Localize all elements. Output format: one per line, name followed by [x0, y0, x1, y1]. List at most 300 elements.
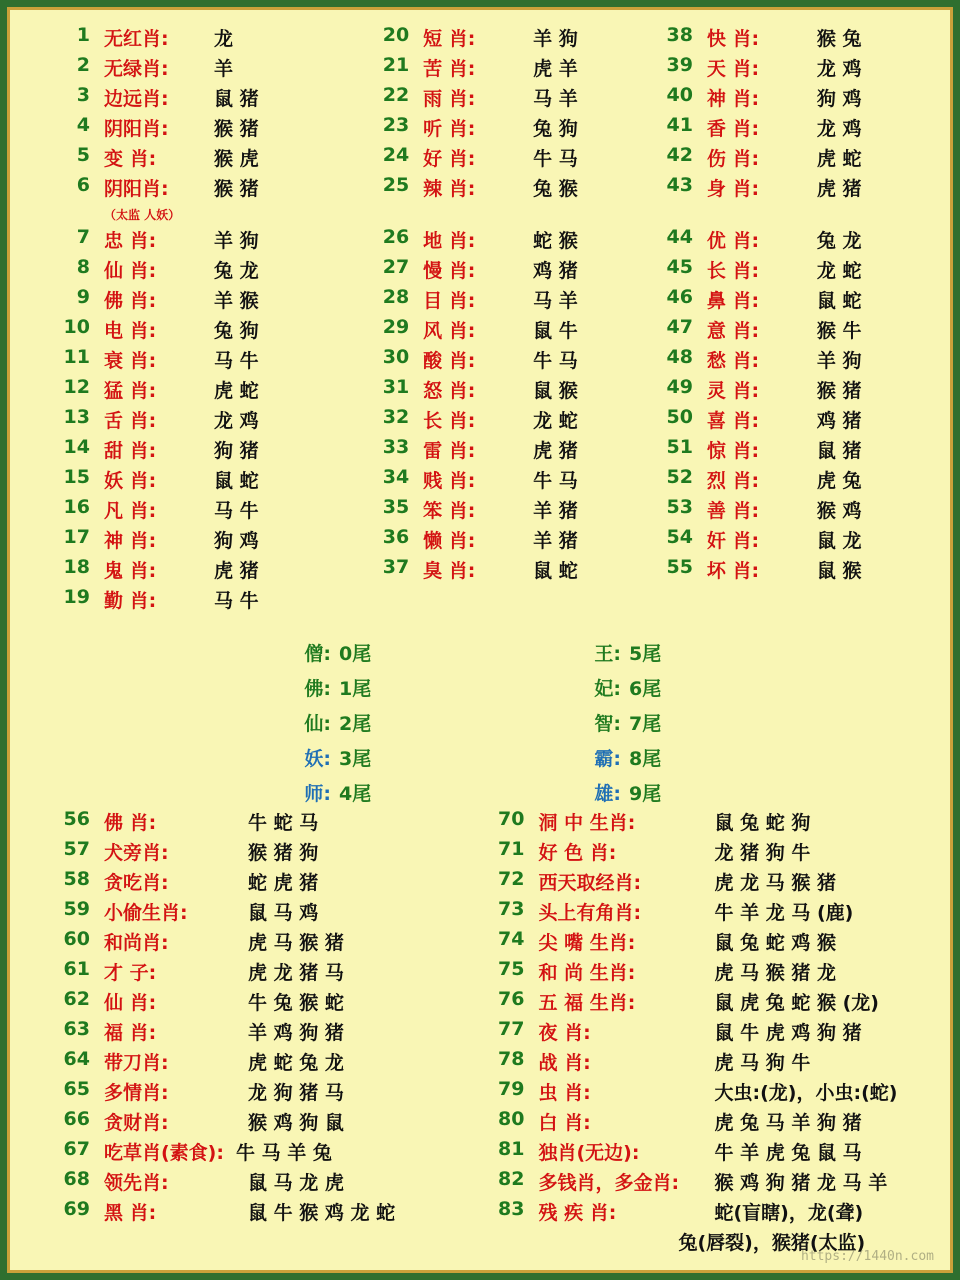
list-item	[647, 556, 950, 586]
item-label: 忠 肖:	[104, 230, 157, 252]
item-value: 虎 兔 马 羊 狗 猪	[714, 1112, 862, 1134]
item-number: 80	[498, 1108, 525, 1130]
continuation-spacer	[479, 1228, 679, 1258]
list-item	[647, 406, 950, 436]
list-item	[647, 286, 950, 316]
item-label: 福 肖:	[104, 1022, 157, 1044]
item-number: 3	[76, 84, 90, 106]
item-label: 洞 中 生肖:	[538, 812, 636, 834]
item-label: 笨 肖:	[423, 500, 476, 522]
item-number: 58	[63, 868, 90, 890]
list-item	[363, 406, 637, 436]
item-label: 多钱肖，多金肖:	[538, 1172, 680, 1194]
item-value: 鼠 牛 虎 鸡 狗 猪	[714, 1022, 862, 1044]
item-number: 19	[63, 586, 90, 608]
list-item	[44, 436, 343, 466]
item-value: 鸡 猪	[816, 410, 862, 432]
item-label: 妖 肖:	[104, 470, 157, 492]
list-item	[363, 226, 637, 256]
list-item	[44, 898, 471, 928]
list-item	[363, 256, 637, 286]
item-value: 鸡 猪	[533, 260, 578, 282]
item-label: 好 色 肖:	[538, 842, 617, 864]
list-item	[363, 174, 637, 204]
item-value: 虎 猪	[533, 440, 578, 462]
item-label: 衰 肖:	[104, 350, 157, 372]
item-number: 73	[498, 898, 525, 920]
list-item	[44, 346, 343, 376]
item-value: 羊 猪	[533, 500, 578, 522]
list-item	[44, 1168, 471, 1198]
tail-key: 僧:	[304, 642, 331, 665]
item-value: 兔(唇裂)，猴猪(太监)	[678, 1232, 866, 1254]
item-number: 57	[63, 838, 90, 860]
item-number: 34	[382, 466, 410, 488]
item-label: 电 肖:	[104, 320, 157, 342]
item-label: 夜 肖:	[538, 1022, 591, 1044]
item-label: 无绿肖:	[104, 58, 169, 80]
item-number: 42	[666, 144, 693, 166]
item-label: 烈 肖:	[706, 470, 760, 492]
item-label: 伤 肖:	[706, 148, 760, 170]
item-number: 48	[666, 346, 693, 368]
bottom-column-right	[471, 808, 951, 1258]
tail-item	[265, 673, 405, 701]
item-label: 贪吃肖:	[104, 872, 169, 894]
item-value: 羊 猴	[214, 290, 259, 312]
item-value: 牛 兔 猴 蛇	[248, 992, 344, 1014]
item-value: 羊 猪	[533, 530, 578, 552]
item-number: 11	[63, 346, 90, 368]
item-number: 1	[76, 24, 90, 46]
item-number: 16	[63, 496, 90, 518]
tail-value: 6尾	[629, 677, 662, 700]
list-item	[363, 466, 637, 496]
item-value: 兔 狗	[533, 118, 578, 140]
item-value: 鼠 蛇	[816, 290, 862, 312]
item-value: 牛 马	[533, 350, 578, 372]
item-label: 阴阳肖:	[104, 118, 169, 140]
list-item	[479, 958, 951, 988]
item-value: 羊 狗	[533, 28, 578, 50]
tail-value: 0尾	[339, 642, 372, 665]
item-value: 牛 马 羊 兔	[236, 1142, 332, 1164]
item-label: 喜 肖:	[706, 410, 760, 432]
list-item	[44, 466, 343, 496]
list-item	[44, 376, 343, 406]
tail-item	[555, 743, 695, 771]
item-number: 75	[498, 958, 525, 980]
item-value: 兔 龙	[816, 230, 862, 252]
item-label: 神 肖:	[706, 88, 760, 110]
item-number: 46	[666, 286, 693, 308]
item-value: 鼠 马 龙 虎	[248, 1172, 344, 1194]
list-item	[479, 838, 951, 868]
item-label: 短 肖:	[423, 28, 476, 50]
item-value: 鼠 龙	[816, 530, 862, 552]
item-label: 天 肖:	[706, 58, 760, 80]
item-label: 贪财肖:	[104, 1112, 169, 1134]
list-item	[479, 808, 951, 838]
item-value: 牛 马	[533, 148, 578, 170]
tail-key: 佛:	[304, 677, 331, 700]
item-value: 羊 狗	[214, 230, 259, 252]
item-number: 14	[63, 436, 90, 458]
item-label: 犬旁肖:	[104, 842, 169, 864]
item-value: 虎 龙 马 猴 猪	[714, 872, 836, 894]
item-number: 28	[382, 286, 410, 308]
item-value: 马 牛	[214, 350, 259, 372]
item-number: 27	[382, 256, 410, 278]
tail-item	[265, 743, 405, 771]
item-label: 风 肖:	[423, 320, 476, 342]
item-label: 勤 肖:	[104, 590, 157, 612]
item-value: 虎 羊	[533, 58, 578, 80]
item-value: 牛 蛇 马	[248, 812, 319, 834]
item-label: 雨 肖:	[423, 88, 476, 110]
item-value: 龙 蛇	[816, 260, 862, 282]
list-item	[479, 1018, 951, 1048]
item-value: 龙 鸡	[816, 58, 862, 80]
item-label: 优 肖:	[706, 230, 760, 252]
item-value: 虎 蛇	[214, 380, 259, 402]
item-number: 44	[666, 226, 693, 248]
item-number: 63	[63, 1018, 90, 1040]
list-item	[647, 256, 950, 286]
item-value: 牛 羊 龙 马 (鹿)	[714, 902, 854, 924]
tail-key: 王:	[594, 642, 621, 665]
item-number: 78	[498, 1048, 525, 1070]
tail-key: 妖:	[304, 747, 331, 770]
list-item	[44, 24, 343, 54]
item-value: 虎 兔	[816, 470, 862, 492]
item-value: 兔 狗	[214, 320, 259, 342]
item-value: 羊	[214, 58, 234, 80]
item-value: 龙 鸡	[214, 410, 259, 432]
item-number: 77	[498, 1018, 525, 1040]
item-number: 22	[382, 84, 410, 106]
item-label: 坏 肖:	[706, 560, 760, 582]
item-value: 大虫:(龙)，小虫:(蛇)	[714, 1082, 898, 1104]
item-number: 79	[498, 1078, 525, 1100]
item-label: 猛 肖:	[104, 380, 157, 402]
watermark: https://1440n.com	[800, 1249, 934, 1264]
item-value: 虎 蛇	[816, 148, 862, 170]
item-number: 50	[666, 406, 693, 428]
item-value: 虎 龙 猪 马	[248, 962, 344, 984]
list-item	[363, 84, 637, 114]
list-item	[44, 1048, 471, 1078]
item-number: 60	[63, 928, 90, 950]
list-item	[44, 174, 343, 204]
item-label: 奸 肖:	[706, 530, 760, 552]
column-3	[637, 24, 950, 616]
item-value: 虎 猪	[214, 560, 259, 582]
tail-value: 7尾	[629, 712, 662, 735]
item-number: 64	[63, 1048, 90, 1070]
item-value: 狗 鸡	[214, 530, 259, 552]
item-value: 鼠 蛇	[533, 560, 578, 582]
item-number: 10	[63, 316, 90, 338]
item-number: 37	[382, 556, 410, 578]
item-number: 65	[63, 1078, 90, 1100]
list-item	[44, 84, 343, 114]
item-value: 龙 猪 狗 牛	[714, 842, 811, 864]
item-label: 独肖(无边):	[538, 1142, 640, 1164]
item-label: 残 疾 肖:	[538, 1202, 617, 1224]
list-item	[479, 868, 951, 898]
item-value: 龙 蛇	[533, 410, 578, 432]
item-label: 仙 肖:	[104, 992, 157, 1014]
item-label: 和 尚 生肖:	[538, 962, 636, 984]
item-number: 33	[382, 436, 410, 458]
item-label: 西天取经肖:	[538, 872, 642, 894]
top-section	[10, 24, 950, 616]
list-item	[44, 1078, 471, 1108]
list-item	[44, 958, 471, 988]
tail-key: 妃:	[594, 677, 621, 700]
tail-item	[555, 708, 695, 736]
tail-key: 仙:	[304, 712, 331, 735]
list-item	[44, 988, 471, 1018]
tail-key: 师:	[304, 782, 331, 805]
item-number: 9	[76, 286, 90, 308]
item-label: 听 肖:	[423, 118, 476, 140]
tail-item	[265, 708, 405, 736]
item-value: 鼠 猪	[816, 440, 862, 462]
item-number: 47	[666, 316, 693, 338]
item-value: 虎 蛇 兔 龙	[248, 1052, 344, 1074]
list-item	[647, 376, 950, 406]
item-number: 45	[666, 256, 693, 278]
tail-key: 智:	[594, 712, 621, 735]
item-number: 7	[76, 226, 90, 248]
item-number: 62	[63, 988, 90, 1010]
item-number: 49	[666, 376, 693, 398]
item-label: 臭 肖:	[423, 560, 476, 582]
item-number: 36	[382, 526, 410, 548]
list-item	[363, 286, 637, 316]
item-label: 佛 肖:	[104, 290, 157, 312]
tail-item	[265, 638, 405, 666]
tail-item	[555, 778, 695, 806]
list-item	[363, 556, 637, 586]
list-item	[479, 1078, 951, 1108]
item-number: 66	[63, 1108, 90, 1130]
item-label: 吃草肖(素食):	[104, 1142, 224, 1164]
item-number: 18	[63, 556, 90, 578]
bottom-column-left	[10, 808, 471, 1258]
item-number: 2	[76, 54, 90, 76]
item-number: 39	[666, 54, 693, 76]
item-value: 羊 狗	[816, 350, 862, 372]
item-value: 马 羊	[533, 88, 578, 110]
item-label: 和尚肖:	[104, 932, 169, 954]
item-number: 20	[382, 24, 410, 46]
item-value: 马 羊	[533, 290, 578, 312]
item-value: 猴 兔	[816, 28, 862, 50]
item-label: 苦 肖:	[423, 58, 476, 80]
poster-inner-border	[7, 7, 953, 1273]
list-item	[363, 496, 637, 526]
tail-key: 霸:	[594, 747, 621, 770]
list-item	[647, 24, 950, 54]
item-value: 狗 猪	[214, 440, 259, 462]
tail-key: 雄:	[594, 782, 621, 805]
list-item	[44, 808, 471, 838]
item-number: 72	[498, 868, 525, 890]
item-value: 兔 猴	[533, 178, 578, 200]
list-item	[44, 256, 343, 286]
item-number: 31	[382, 376, 410, 398]
item-label: 舌 肖:	[104, 410, 157, 432]
item-label: 虫 肖:	[538, 1082, 591, 1104]
item-value: 猴 鸡	[816, 500, 862, 522]
item-number: 40	[666, 84, 693, 106]
item-number: 59	[63, 898, 90, 920]
item-number: 23	[382, 114, 410, 136]
list-item	[363, 316, 637, 346]
item-label: 意 肖:	[706, 320, 760, 342]
item-number: 81	[498, 1138, 525, 1160]
item-value: 马 牛	[214, 590, 259, 612]
item-value: 蛇(盲瞎)，龙(聋)	[714, 1202, 864, 1224]
list-item	[647, 496, 950, 526]
item-number: 29	[382, 316, 410, 338]
item-label: 才 子:	[104, 962, 157, 984]
item-value: 猴 猪	[214, 178, 259, 200]
list-item	[479, 1198, 951, 1228]
list-item	[363, 24, 637, 54]
tail-item	[265, 778, 405, 806]
subnote-text: （太监 人妖）	[104, 208, 181, 222]
item-number: 15	[63, 466, 90, 488]
item-number: 61	[63, 958, 90, 980]
item-value: 猴 鸡 狗 猪 龙 马 羊	[714, 1172, 888, 1194]
item-number: 69	[63, 1198, 90, 1220]
item-label: 灵 肖:	[706, 380, 760, 402]
item-value: 鼠 马 鸡	[248, 902, 319, 924]
item-value: 猴 牛	[816, 320, 862, 342]
list-item	[479, 928, 951, 958]
list-item	[44, 406, 343, 436]
item-label: 阴阳肖:	[104, 178, 169, 200]
item-label: 战 肖:	[538, 1052, 591, 1074]
item-value: 鼠 猴	[816, 560, 862, 582]
list-item	[363, 114, 637, 144]
item-label: 香 肖:	[706, 118, 760, 140]
item-label: 地 肖:	[423, 230, 476, 252]
item-value: 龙 鸡	[816, 118, 862, 140]
item-label: 惊 肖:	[706, 440, 760, 462]
item-number: 67	[63, 1138, 90, 1160]
list-item	[44, 226, 343, 256]
item-value: 鼠 兔 蛇 鸡 猴	[714, 932, 836, 954]
list-item	[44, 556, 343, 586]
item-label: 仙 肖:	[104, 260, 157, 282]
item-value: 鼠 虎 兔 蛇 猴 (龙)	[714, 992, 879, 1014]
list-item	[44, 838, 471, 868]
column-1	[10, 24, 343, 616]
list-item	[479, 1168, 951, 1198]
item-label: 带刀肖:	[104, 1052, 169, 1074]
item-label: 领先肖:	[104, 1172, 169, 1194]
list-item	[363, 54, 637, 84]
list-item	[44, 1108, 471, 1138]
tail-value: 4尾	[339, 782, 372, 805]
item-value: 牛 马	[533, 470, 578, 492]
item-value: 兔 龙	[214, 260, 259, 282]
item-label: 多情肖:	[104, 1082, 169, 1104]
item-number: 35	[382, 496, 410, 518]
item-label: 愁 肖:	[706, 350, 760, 372]
item-label: 酸 肖:	[423, 350, 476, 372]
item-label: 五 福 生肖:	[538, 992, 636, 1014]
list-item	[363, 144, 637, 174]
item-value: 牛 羊 虎 兔 鼠 马	[714, 1142, 862, 1164]
list-item	[363, 346, 637, 376]
item-value: 羊 鸡 狗 猪	[248, 1022, 344, 1044]
list-item	[44, 1018, 471, 1048]
item-value: 虎 马 猴 猪 龙	[714, 962, 836, 984]
item-label: 怒 肖:	[423, 380, 476, 402]
item-value: 蛇 猴	[533, 230, 578, 252]
tails-left-column	[265, 638, 405, 806]
item-number: 52	[666, 466, 693, 488]
item-number: 32	[382, 406, 410, 428]
item-number: 25	[382, 174, 410, 196]
list-item	[44, 286, 343, 316]
item-label: 头上有角肖:	[538, 902, 642, 924]
list-item	[647, 144, 950, 174]
item-value: 鼠 蛇	[214, 470, 259, 492]
list-item	[44, 54, 343, 84]
item-number: 70	[498, 808, 525, 830]
item-value: 猴 猪 狗	[248, 842, 319, 864]
list-item	[479, 1108, 951, 1138]
tail-item	[555, 673, 695, 701]
list-item	[647, 174, 950, 204]
item-number: 54	[666, 526, 693, 548]
item-label: 变 肖:	[104, 148, 157, 170]
item-value: 马 牛	[214, 500, 259, 522]
item-value: 虎 马 猴 猪	[248, 932, 344, 954]
item-number: 83	[498, 1198, 525, 1220]
item-value: 蛇 虎 猪	[248, 872, 319, 894]
list-item	[363, 526, 637, 556]
item-number: 4	[76, 114, 90, 136]
list-item	[44, 496, 343, 526]
item-label: 小偷生肖:	[104, 902, 188, 924]
item-value: 狗 鸡	[816, 88, 862, 110]
item-number: 74	[498, 928, 525, 950]
item-value: 猴 猪	[214, 118, 259, 140]
item-label: 长 肖:	[423, 410, 476, 432]
list-item	[44, 928, 471, 958]
item-label: 佛 肖:	[104, 812, 157, 834]
item-value: 鼠 牛	[533, 320, 578, 342]
item-number: 5	[76, 144, 90, 166]
list-item	[647, 84, 950, 114]
item-value: 龙 狗 猪 马	[248, 1082, 344, 1104]
list-item	[647, 54, 950, 84]
item-label: 身 肖:	[706, 178, 760, 200]
tail-value: 2尾	[339, 712, 372, 735]
item-number: 17	[63, 526, 90, 548]
list-item-subnote	[44, 204, 343, 226]
item-label: 尖 嘴 生肖:	[538, 932, 636, 954]
bottom-section	[10, 808, 950, 1258]
